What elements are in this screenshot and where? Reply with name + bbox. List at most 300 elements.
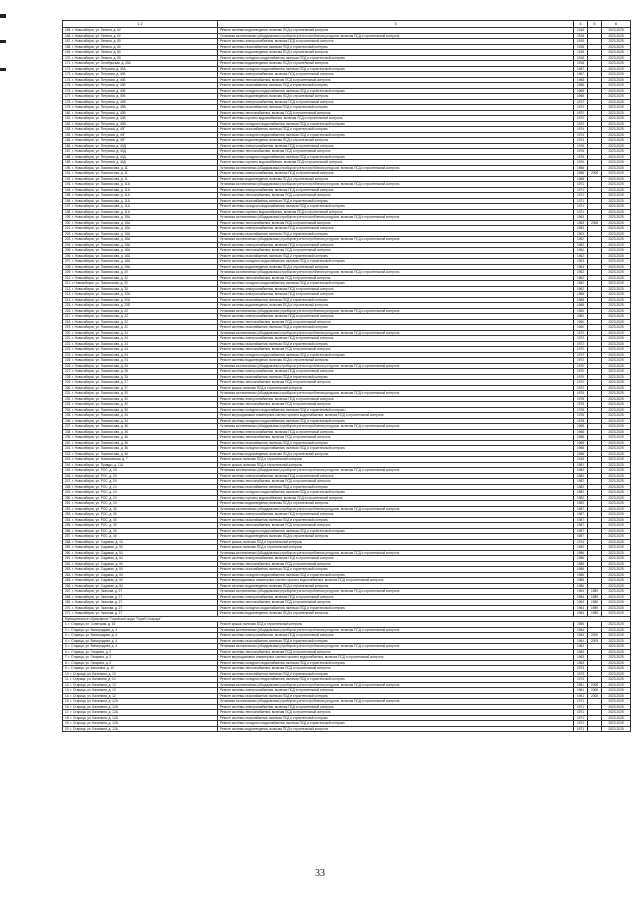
work-cell: Ремонт системы холодного водоснабжения, включая ПСД и строительный контроль <box>218 572 574 578</box>
work-cell: Ремонт системы электроснабжения, включая ПСД и строительный контроль <box>218 292 574 298</box>
work-cell: Ремонт системы теплоснабжения, включая ПСД и строительный контроль <box>218 380 574 386</box>
period-cell: 2023-2025 <box>602 231 631 237</box>
work-cell: Ремонт системы электроснабжения, включая ПСД и строительный контроль <box>218 429 574 435</box>
work-cell: Ремонт системы электроснабжения, включая ПСД и строительный контроль <box>218 72 574 78</box>
work-cell: Ремонт системы водоотведения, включая ПСД и строительный контроль <box>218 176 574 182</box>
address-cell: 248. г. Новосибирск, ул. РОС, д. 24 <box>63 484 218 490</box>
address-cell: 207. г. Новосибирск, ул. Ломоносова, д. 18А <box>63 259 218 265</box>
address-cell: 173. г. Новосибирск, ул. Петухова, д. 40Б <box>63 72 218 78</box>
year-built-cell: 1974 <box>574 138 588 144</box>
year-built-cell: 1960 <box>574 325 588 331</box>
period-cell: 2023-2025 <box>602 264 631 270</box>
year-built-cell: 1986 <box>574 583 588 589</box>
address-cell: 170. г. Новосибирск, ул. Ленина, д. 80 <box>63 55 218 61</box>
year-built-cell: 1962 <box>574 275 588 281</box>
address-cell: 1. г. Старица, пл. Советская, д. 15 <box>63 622 218 628</box>
year-built-cell: 1970 <box>574 369 588 375</box>
year-built-cell: 1971 <box>574 726 588 732</box>
period-cell: 2023-2025 <box>602 589 631 595</box>
address-cell: 5. г. Старица, ул. Виноградова, д. 4 <box>63 644 218 650</box>
work-cell: Ремонт системы теплоснабжения, включая ПСД и строительный контроль <box>218 110 574 116</box>
period-cell: 2023-2025 <box>602 198 631 204</box>
address-cell: 238. г. Новосибирск, ул. Ломоносова, д. 36 <box>63 429 218 435</box>
address-cell: 194. г. Новосибирск, ул. Ломоносова, д. 11А <box>63 187 218 193</box>
period-cell: 2023-2025 <box>602 501 631 507</box>
year-repair-cell: 1989 <box>588 600 602 606</box>
period-cell: 2023-2025 <box>602 539 631 545</box>
work-cell: Ремонт системы газоснабжения, включая ПСД и строительный контроль <box>218 693 574 699</box>
work-cell: Ремонт системы теплоснабжения, включая ПСД и строительный контроль <box>218 600 574 606</box>
work-cell: Ремонт системы водоотведения, включая ПСД и строительный контроль <box>218 358 574 364</box>
work-cell: Ремонт системы водоотведения, включая ПСД и строительный контроль <box>218 28 574 34</box>
period-cell: 2023-2025 <box>602 644 631 650</box>
period-cell: 2023-2025 <box>602 193 631 199</box>
year-built-cell: 1971 <box>574 710 588 716</box>
address-cell: 222. г. Новосибирск, ул. Ломоносова, д. 24 <box>63 341 218 347</box>
address-cell: 221. г. Новосибирск, ул. Ломоносова, д. 24 <box>63 336 218 342</box>
address-cell: 210. г. Новосибирск, ул. Ломоносова, д. 20 <box>63 275 218 281</box>
year-built-cell: 1972 <box>574 380 588 386</box>
year-built-cell: 1955 <box>574 622 588 628</box>
address-cell: 237. г. Новосибирск, ул. Ломоносова, д. 36 <box>63 424 218 430</box>
period-cell: 2023-2025 <box>602 132 631 138</box>
work-cell: Ремонт системы теплоснабжения, включая ПСД и строительный контроль <box>218 77 574 83</box>
work-cell: Ремонт системы холодного водоснабжения, включая ПСД и строительный контроль <box>218 66 574 72</box>
work-cell: Установка коллективных (общедомовых) приборов учета потребления ресурсов, включая ПСД и строительный контроль <box>218 550 574 556</box>
year-built-cell: 1960 <box>574 319 588 325</box>
address-cell: 218. г. Новосибирск, ул. Ломоносова, д. 22 <box>63 319 218 325</box>
work-cell: Ремонт системы электроснабжения, включая ПСД и строительный контроль <box>218 171 574 177</box>
work-cell: Ремонт системы водоотведения, включая ПСД и строительный контроль <box>218 138 574 144</box>
work-cell: Ремонт системы холодного водоснабжения, включая ПСД и строительный контроль <box>218 528 574 534</box>
period-cell: 2023-2025 <box>602 677 631 683</box>
year-built-cell: 1970 <box>574 374 588 380</box>
period-cell: 2023-2025 <box>602 358 631 364</box>
address-cell: 9. г. Старица, ул. Калинина, д. 10 <box>63 666 218 672</box>
year-repair-cell: 2008 <box>588 693 602 699</box>
year-built-cell: 1963 <box>574 655 588 661</box>
year-built-cell: 1918 <box>574 50 588 56</box>
year-built-cell: 1971 <box>574 721 588 727</box>
address-cell: 213. г. Новосибирск, ул. Ломоносова, д. 20А <box>63 292 218 298</box>
section-title: Муниципальное образование "Городской округ "Город Старица" <box>63 616 631 622</box>
period-cell: 2023-2025 <box>602 187 631 193</box>
period-cell: 2023-2025 <box>602 99 631 105</box>
address-cell: 245. г. Новосибирск, ул. РОС, д. 24 <box>63 468 218 474</box>
year-built-cell: 1982 <box>574 473 588 479</box>
work-cell: Ремонт системы водоотведения, включая ПСД и строительный контроль <box>218 534 574 540</box>
year-built-cell: 1981 <box>574 462 588 468</box>
period-cell: 2023-2025 <box>602 77 631 83</box>
work-cell: Ремонт системы газоснабжения, включая ПСД и строительный контроль <box>218 341 574 347</box>
year-built-cell: 1970 <box>574 363 588 369</box>
address-cell: 247. г. Новосибирск, ул. РОС, д. 24 <box>63 479 218 485</box>
year-built-cell: 1968 <box>574 451 588 457</box>
year-built-cell: 1960 <box>574 545 588 551</box>
year-built-cell: 1986 <box>574 578 588 584</box>
period-cell: 2023-2025 <box>602 479 631 485</box>
year-built-cell: 1972 <box>574 330 588 336</box>
period-cell: 2023-2025 <box>602 682 631 688</box>
address-cell: 244. г. Новосибирск, ул. Правды, д. 11А <box>63 462 218 468</box>
work-cell: Ремонт системы газоснабжения, включая ПСД и строительный контроль <box>218 44 574 50</box>
address-cell: 178. г. Новосибирск, ул. Петухова, д. 40В <box>63 99 218 105</box>
period-cell: 2023-2025 <box>602 528 631 534</box>
year-built-cell: 1971 <box>574 699 588 705</box>
work-cell: Ремонт системы холодного водоснабжения, включая ПСД и строительный контроль <box>218 677 574 683</box>
address-cell: 189. г. Новосибирск, ул. Петухова, д. 40Д <box>63 160 218 166</box>
work-cell: Ремонт системы холодного водоснабжения, включая ПСД и строительный контроль <box>218 418 574 424</box>
period-cell: 2023-2025 <box>602 391 631 397</box>
address-cell: 8. г. Старица, ул. Гагарина, д. 2 <box>63 660 218 666</box>
address-cell: 185. г. Новосибирск, ул. Петухова, д. 40Г <box>63 138 218 144</box>
address-cell: 16. г. Старица, ул. Калинина, д. 12А <box>63 704 218 710</box>
period-cell: 2023-2025 <box>602 314 631 320</box>
period-cell: 2023-2025 <box>602 248 631 254</box>
year-built-cell: 1973 <box>574 677 588 683</box>
address-cell: 228. г. Новосибирск, ул. Ломоносова, д. 26 <box>63 374 218 380</box>
period-cell: 2023-2025 <box>602 622 631 628</box>
year-built-cell: 1974 <box>574 127 588 133</box>
year-built-cell: 1962 <box>574 242 588 248</box>
period-cell: 2023-2025 <box>602 550 631 556</box>
address-cell: 20. г. Старица, ул. Калинина, д. 12А <box>63 726 218 732</box>
address-cell: 179. г. Новосибирск, ул. Петухова, д. 40В <box>63 105 218 111</box>
year-built-cell: 1974 <box>574 132 588 138</box>
work-cell: Ремонт системы газоснабжения, включая ПСД и строительный контроль <box>218 715 574 721</box>
year-built-cell: 1987 <box>574 534 588 540</box>
work-cell: Ремонт системы холодного водоснабжения, включая ПСД и строительный контроль <box>218 605 574 611</box>
address-cell: 261. г. Новосибирск, ул. Садовая, д. 54 <box>63 556 218 562</box>
period-cell: 2023-2025 <box>602 462 631 468</box>
address-cell: 219. г. Новосибирск, ул. Ломоносова, д. 22 <box>63 325 218 331</box>
year-built-cell: 1974 <box>574 539 588 545</box>
address-cell: 250. г. Новосибирск, ул. РОС, д. 24 <box>63 495 218 501</box>
year-built-cell: 1972 <box>574 116 588 122</box>
work-cell: Установка коллективных (общедомовых) приборов учета потребления ресурсов, включая ПСД и строительный контроль <box>218 363 574 369</box>
period-cell: 2023-2025 <box>602 468 631 474</box>
year-repair-cell: 2008 <box>588 220 602 226</box>
year-built-cell: 1978 <box>574 391 588 397</box>
address-cell: 195. г. Новосибирск, ул. Ломоносова, д. 11А <box>63 193 218 199</box>
year-built-cell: 1982 <box>574 484 588 490</box>
work-cell: Ремонт системы горячего водоснабжения, включая ПСД и строительный контроль <box>218 116 574 122</box>
year-built-cell: 1964 <box>574 594 588 600</box>
address-cell: 206. г. Новосибирск, ул. Ломоносова, д. 18А <box>63 253 218 259</box>
address-cell: 240. г. Новосибирск, ул. Ломоносова, д. 36 <box>63 440 218 446</box>
period-cell: 2023-2025 <box>602 424 631 430</box>
address-cell: 220. г. Новосибирск, ул. Ломоносова, д. 24 <box>63 330 218 336</box>
work-cell: Ремонт системы теплоснабжения, включая ПСД и строительный контроль <box>218 149 574 155</box>
address-cell: 216. г. Новосибирск, ул. Ломоносова, д. 22 <box>63 308 218 314</box>
work-cell: Ремонт системы водоотведения, включая ПСД и строительный контроль <box>218 501 574 507</box>
work-cell: Ремонт крыши, включая ПСД и строительный контроль <box>218 622 574 628</box>
year-repair-cell: 2009 <box>588 638 602 644</box>
year-built-cell: 1968 <box>574 176 588 182</box>
period-cell: 2023-2025 <box>602 534 631 540</box>
address-cell: 230. г. Новосибирск, ул. Ломоносова, д. 27 <box>63 385 218 391</box>
address-cell: 249. г. Новосибирск, ул. РОС, д. 24 <box>63 490 218 496</box>
address-cell: 17. г. Старица, ул. Калинина, д. 12А <box>63 710 218 716</box>
period-cell: 2023-2025 <box>602 363 631 369</box>
work-cell: Ремонт системы водоотведения, включая ПСД и строительный контроль <box>218 726 574 732</box>
period-cell: 2023-2025 <box>602 605 631 611</box>
period-cell: 2023-2025 <box>602 319 631 325</box>
year-built-cell: 1963 <box>574 226 588 232</box>
year-built-cell: 1986 <box>574 572 588 578</box>
header-cell: 3 <box>218 21 574 28</box>
address-cell: 198. г. Новосибирск, ул. Ломоносова, д. 11А <box>63 209 218 215</box>
work-cell: Ремонт системы водоотведения, включая ПСД и строительный контроль <box>218 611 574 617</box>
address-cell: 266. г. Новосибирск, ул. Садовая, д. 54 <box>63 583 218 589</box>
work-cell: Ремонт крыши, включая ПСД и строительный контроль <box>218 385 574 391</box>
work-cell: Ремонт системы холодного водоснабжения, включая ПСД и строительный контроль <box>218 55 574 61</box>
work-cell: Ремонт крыши, включая ПСД и строительный контроль <box>218 545 574 551</box>
address-cell: 188. г. Новосибирск, ул. Петухова, д. 40Д <box>63 154 218 160</box>
year-built-cell: 1971 <box>574 193 588 199</box>
year-built-cell: 1963 <box>574 215 588 221</box>
period-cell: 2023-2025 <box>602 44 631 50</box>
address-cell: 165. г. Новосибирск, ул. Ленина, д. 62 <box>63 28 218 34</box>
work-cell: Установка коллективных (общедомовых) приборов учета потребления ресурсов, включая ПСД и строительный контроль <box>218 330 574 336</box>
year-built-cell: 1968 <box>574 303 588 309</box>
address-cell: 187. г. Новосибирск, ул. Петухова, д. 40Д <box>63 149 218 155</box>
year-built-cell: 1968 <box>574 446 588 452</box>
work-cell: Ремонт крыши, включая ПСД и строительный контроль <box>218 539 574 545</box>
work-cell: Ремонт системы теплоснабжения, включая ПСД и строительный контроль <box>218 220 574 226</box>
work-cell: Установка коллективных (общедомовых) приборов учета потребления ресурсов, включая ПСД и строительный контроль <box>218 215 574 221</box>
period-cell: 2023-2025 <box>602 655 631 661</box>
period-cell: 2023-2025 <box>602 347 631 353</box>
work-cell: Установка коллективных (общедомовых) приборов учета потребления ресурсов, включая ПСД и строительный контроль <box>218 699 574 705</box>
year-built-cell: 1963 <box>574 644 588 650</box>
period-cell: 2023-2025 <box>602 281 631 287</box>
address-cell: 251. г. Новосибирск, ул. РОС, д. 24 <box>63 501 218 507</box>
work-cell: Установка коллективных (общедомовых) приборов учета потребления ресурсов, включая ПСД и строительный контроль <box>218 237 574 243</box>
address-cell: 217. г. Новосибирск, ул. Ломоносова, д. 22 <box>63 314 218 320</box>
address-cell: 232. г. Новосибирск, ул. Ломоносова, д. 30 <box>63 396 218 402</box>
year-built-cell: 1962 <box>574 237 588 243</box>
work-cell: Ремонт системы водоотведения, включая ПСД и строительный контроль <box>218 61 574 67</box>
year-built-cell: 1968 <box>574 171 588 177</box>
year-built-cell: 1982 <box>574 479 588 485</box>
period-cell: 2023-2025 <box>602 61 631 67</box>
work-cell: Ремонт системы холодного водоснабжения, включая ПСД и строительный контроль <box>218 490 574 496</box>
work-cell: Ремонт системы электроснабжения, включая ПСД и строительный контроль <box>218 143 574 149</box>
period-cell: 2023-2025 <box>602 721 631 727</box>
period-cell: 2023-2025 <box>602 55 631 61</box>
period-cell: 2023-2025 <box>602 50 631 56</box>
address-cell: 267. г. Новосибирск, ул. Чкалова, д. 27 <box>63 589 218 595</box>
address-cell: 203. г. Новосибирск, ул. Ломоносова, д. 18А <box>63 237 218 243</box>
work-cell: Ремонт системы теплоснабжения, включая ПСД и строительный контроль <box>218 561 574 567</box>
work-cell: Установка коллективных (общедомовых) приборов учета потребления ресурсов, включая ПСД и строительный контроль <box>218 424 574 430</box>
period-cell: 2023-2025 <box>602 341 631 347</box>
period-cell: 2023-2025 <box>602 380 631 386</box>
address-cell: 180. г. Новосибирск, ул. Петухова, д. 40В <box>63 110 218 116</box>
year-built-cell: 1964 <box>574 627 588 633</box>
work-cell: Ремонт системы холодного водоснабжения, включая ПСД и строительный контроль <box>218 660 574 666</box>
period-cell: 2023-2025 <box>602 275 631 281</box>
address-cell: 13. г. Старица, ул. Калинина, д. 12 <box>63 688 218 694</box>
year-built-cell: 1961 <box>574 682 588 688</box>
period-cell: 2023-2025 <box>602 627 631 633</box>
work-cell: Ремонт системы холодного водоснабжения, включая ПСД и строительный контроль <box>218 446 574 452</box>
year-built-cell: 1964 <box>574 633 588 639</box>
work-cell: Ремонт системы газоснабжения, включая ПСД и строительный контроль <box>218 374 574 380</box>
address-cell: 190. г. Новосибирск, ул. Ломоносова, д. 11 <box>63 165 218 171</box>
year-built-cell: 1961 <box>574 693 588 699</box>
address-cell: 243. г. Новосибирск, ул. Нахимовская, д. 7 <box>63 457 218 463</box>
period-cell: 2023-2025 <box>602 270 631 276</box>
address-cell: 174. г. Новосибирск, ул. Петухова, д. 40Б <box>63 77 218 83</box>
period-cell: 2023-2025 <box>602 83 631 89</box>
work-cell: Ремонт системы электроснабжения, включая ПСД и строительный контроль <box>218 594 574 600</box>
address-cell: 177. г. Новосибирск, ул. Петухова, д. 40Б <box>63 94 218 100</box>
work-cell: Ремонт системы теплоснабжения, включая ПСД и строительный контроль <box>218 275 574 281</box>
period-cell: 2023-2025 <box>602 154 631 160</box>
period-cell: 2023-2025 <box>602 237 631 243</box>
year-built-cell: 1962 <box>574 286 588 292</box>
year-built-cell: 1962 <box>574 253 588 259</box>
period-cell: 2023-2025 <box>602 495 631 501</box>
work-cell: Ремонт системы холодного водоснабжения, включая ПСД и строительный контроль <box>218 88 574 94</box>
work-cell: Установка коллективных (общедомовых) приборов учета потребления ресурсов, включая ПСД и строительный контроль <box>218 270 574 276</box>
work-cell: Ремонт внутридомовых инженерных систем горячего водоснабжения, включая ПСД и строительный контроль <box>218 413 574 419</box>
work-cell: Ремонт системы газоснабжения, включая ПСД и строительный контроль <box>218 517 574 523</box>
work-cell: Ремонт системы газоснабжения, включая ПСД и строительный контроль <box>218 297 574 303</box>
period-cell: 2023-2025 <box>602 149 631 155</box>
work-cell: Установка коллективных (общедомовых) приборов учета потребления ресурсов, включая ПСД и строительный контроль <box>218 506 574 512</box>
address-cell: 225. г. Новосибирск, ул. Ломоносова, д. 24 <box>63 358 218 364</box>
table-header-row <box>63 21 631 28</box>
address-cell: 209. г. Новосибирск, ул. Ломоносова, д. 20 <box>63 270 218 276</box>
period-cell: 2023-2025 <box>602 600 631 606</box>
period-cell: 2023-2025 <box>602 545 631 551</box>
work-cell: Ремонт внутридомовых инженерных систем горячего водоснабжения, включая ПСД и строительный контроль <box>218 578 574 584</box>
year-built-cell: 1971 <box>574 715 588 721</box>
address-cell: 199. г. Новосибирск, ул. Ломоносова, д. 15А <box>63 215 218 221</box>
period-cell: 2023-2025 <box>602 209 631 215</box>
work-cell: Ремонт системы электроснабжения, включая ПСД и строительный контроль <box>218 473 574 479</box>
year-built-cell: 1967 <box>574 66 588 72</box>
address-cell: 191. г. Новосибирск, ул. Ломоносова, д. 11 <box>63 171 218 177</box>
period-cell: 2023-2025 <box>602 429 631 435</box>
year-built-cell: 1987 <box>574 523 588 529</box>
year-built-cell: 1986 <box>574 550 588 556</box>
address-cell: 166. г. Новосибирск, ул. Ленина, д. 62 <box>63 33 218 39</box>
period-cell: 2023-2025 <box>602 182 631 188</box>
year-built-cell: 1968 <box>574 77 588 83</box>
work-cell: Ремонт системы холодного водоснабжения, включая ПСД и строительный контроль <box>218 721 574 727</box>
address-cell: 215. г. Новосибирск, ул. Ломоносова, д. 20Б <box>63 303 218 309</box>
header-cell: 5 <box>588 21 602 28</box>
work-cell: Ремонт системы газоснабжения, включая ПСД и строительный контроль <box>218 83 574 89</box>
period-cell: 2023-2025 <box>602 171 631 177</box>
work-cell: Ремонт внутридомовых инженерных систем горячего водоснабжения, включая ПСД и строительный контроль <box>218 655 574 661</box>
period-cell: 2023-2025 <box>602 506 631 512</box>
address-cell: 182. г. Новосибирск, ул. Петухова, д. 40В <box>63 121 218 127</box>
year-built-cell: 1982 <box>574 490 588 496</box>
year-built-cell: 1972 <box>574 105 588 111</box>
year-built-cell: 1960 <box>574 314 588 320</box>
year-built-cell: 1971 <box>574 209 588 215</box>
year-built-cell: 1971 <box>574 187 588 193</box>
year-built-cell: 1976 <box>574 154 588 160</box>
year-built-cell: 1963 <box>574 231 588 237</box>
period-cell: 2023-2025 <box>602 369 631 375</box>
period-cell: 2023-2025 <box>602 352 631 358</box>
address-cell: 253. г. Новосибирск, ул. РОС, д. 30 <box>63 512 218 518</box>
address-cell: 192. г. Новосибирск, ул. Ломоносова, д. 11 <box>63 176 218 182</box>
address-cell: 201. г. Новосибирск, ул. Ломоносова, д. 15А <box>63 226 218 232</box>
work-cell: Ремонт системы холодного водоснабжения, включая ПСД и строительный контроль <box>218 407 574 413</box>
year-built-cell: 1972 <box>574 347 588 353</box>
period-cell: 2023-2025 <box>602 33 631 39</box>
year-repair-cell: 2008 <box>588 171 602 177</box>
year-repair-cell <box>588 726 602 732</box>
year-built-cell: 1986 <box>574 556 588 562</box>
period-cell: 2023-2025 <box>602 176 631 182</box>
address-cell: 14. г. Старица, ул. Калинина, д. 12 <box>63 693 218 699</box>
address-cell: 204. г. Новосибирск, ул. Ломоносова, д. 18А <box>63 242 218 248</box>
program-table <box>62 20 631 732</box>
program-table-sheet <box>62 20 624 858</box>
work-cell: Ремонт системы горячего водоснабжения, включая ПСД и строительный контроль <box>218 160 574 166</box>
year-built-cell: 1918 <box>574 33 588 39</box>
year-built-cell: 1987 <box>574 512 588 518</box>
work-cell: Ремонт системы газоснабжения, включая ПСД и строительный контроль <box>218 671 574 677</box>
period-cell: 2023-2025 <box>602 572 631 578</box>
address-cell: 18. г. Старица, ул. Калинина, д. 12А <box>63 715 218 721</box>
header-cell: 6 <box>602 21 631 28</box>
work-cell: Ремонт системы водоотведения, включая ПСД и строительный контроль <box>218 50 574 56</box>
year-built-cell: 1964 <box>574 605 588 611</box>
address-cell: 271. г. Новосибирск, ул. Чкалова, д. 27 <box>63 611 218 617</box>
year-built-cell: 1968 <box>574 435 588 441</box>
work-cell: Установка коллективных (общедомовых) приборов учета потребления ресурсов, включая ПСД и строительный контроль <box>218 682 574 688</box>
year-built-cell: 1963 <box>574 660 588 666</box>
work-cell: Ремонт системы холодного водоснабжения, включая ПСД и строительный контроль <box>218 154 574 160</box>
work-cell: Ремонт системы газоснабжения, включая ПСД и строительный контроль <box>218 105 574 111</box>
work-cell: Ремонт системы теплоснабжения, включая ПСД и строительный контроль <box>218 523 574 529</box>
address-cell: 200. г. Новосибирск, ул. Ломоносова, д. 15А <box>63 220 218 226</box>
year-built-cell: 1968 <box>574 440 588 446</box>
address-cell: 268. г. Новосибирск, ул. Чкалова, д. 27 <box>63 594 218 600</box>
period-cell: 2023-2025 <box>602 374 631 380</box>
period-cell: 2023-2025 <box>602 583 631 589</box>
period-cell: 2023-2025 <box>602 594 631 600</box>
year-built-cell: 1972 <box>574 385 588 391</box>
year-repair-cell: 1989 <box>588 594 602 600</box>
address-cell: 257. г. Новосибирск, ул. РОС, д. 30 <box>63 534 218 540</box>
period-cell: 2023-2025 <box>602 693 631 699</box>
period-cell: 2023-2025 <box>602 490 631 496</box>
address-cell: 175. г. Новосибирск, ул. Петухова, д. 40Б <box>63 83 218 89</box>
year-built-cell: 1971 <box>574 204 588 210</box>
year-built-cell: 1968 <box>574 424 588 430</box>
year-built-cell: 1968 <box>574 88 588 94</box>
year-built-cell: 1964 <box>574 611 588 617</box>
period-cell: 2023-2025 <box>602 710 631 716</box>
work-cell: Ремонт системы электроснабжения, включая ПСД и строительный контроль <box>218 512 574 518</box>
address-cell: 172. г. Новосибирск, ул. Петухова, д. 40А <box>63 66 218 72</box>
year-built-cell: 1962 <box>574 281 588 287</box>
period-cell: 2023-2025 <box>602 473 631 479</box>
address-cell: 2. г. Старица, ул. Виноградова, д. 4 <box>63 627 218 633</box>
work-cell: Ремонт системы электроснабжения, включая ПСД и строительный контроль <box>218 99 574 105</box>
work-cell: Ремонт системы электроснабжения, включая ПСД и строительный контроль <box>218 633 574 639</box>
